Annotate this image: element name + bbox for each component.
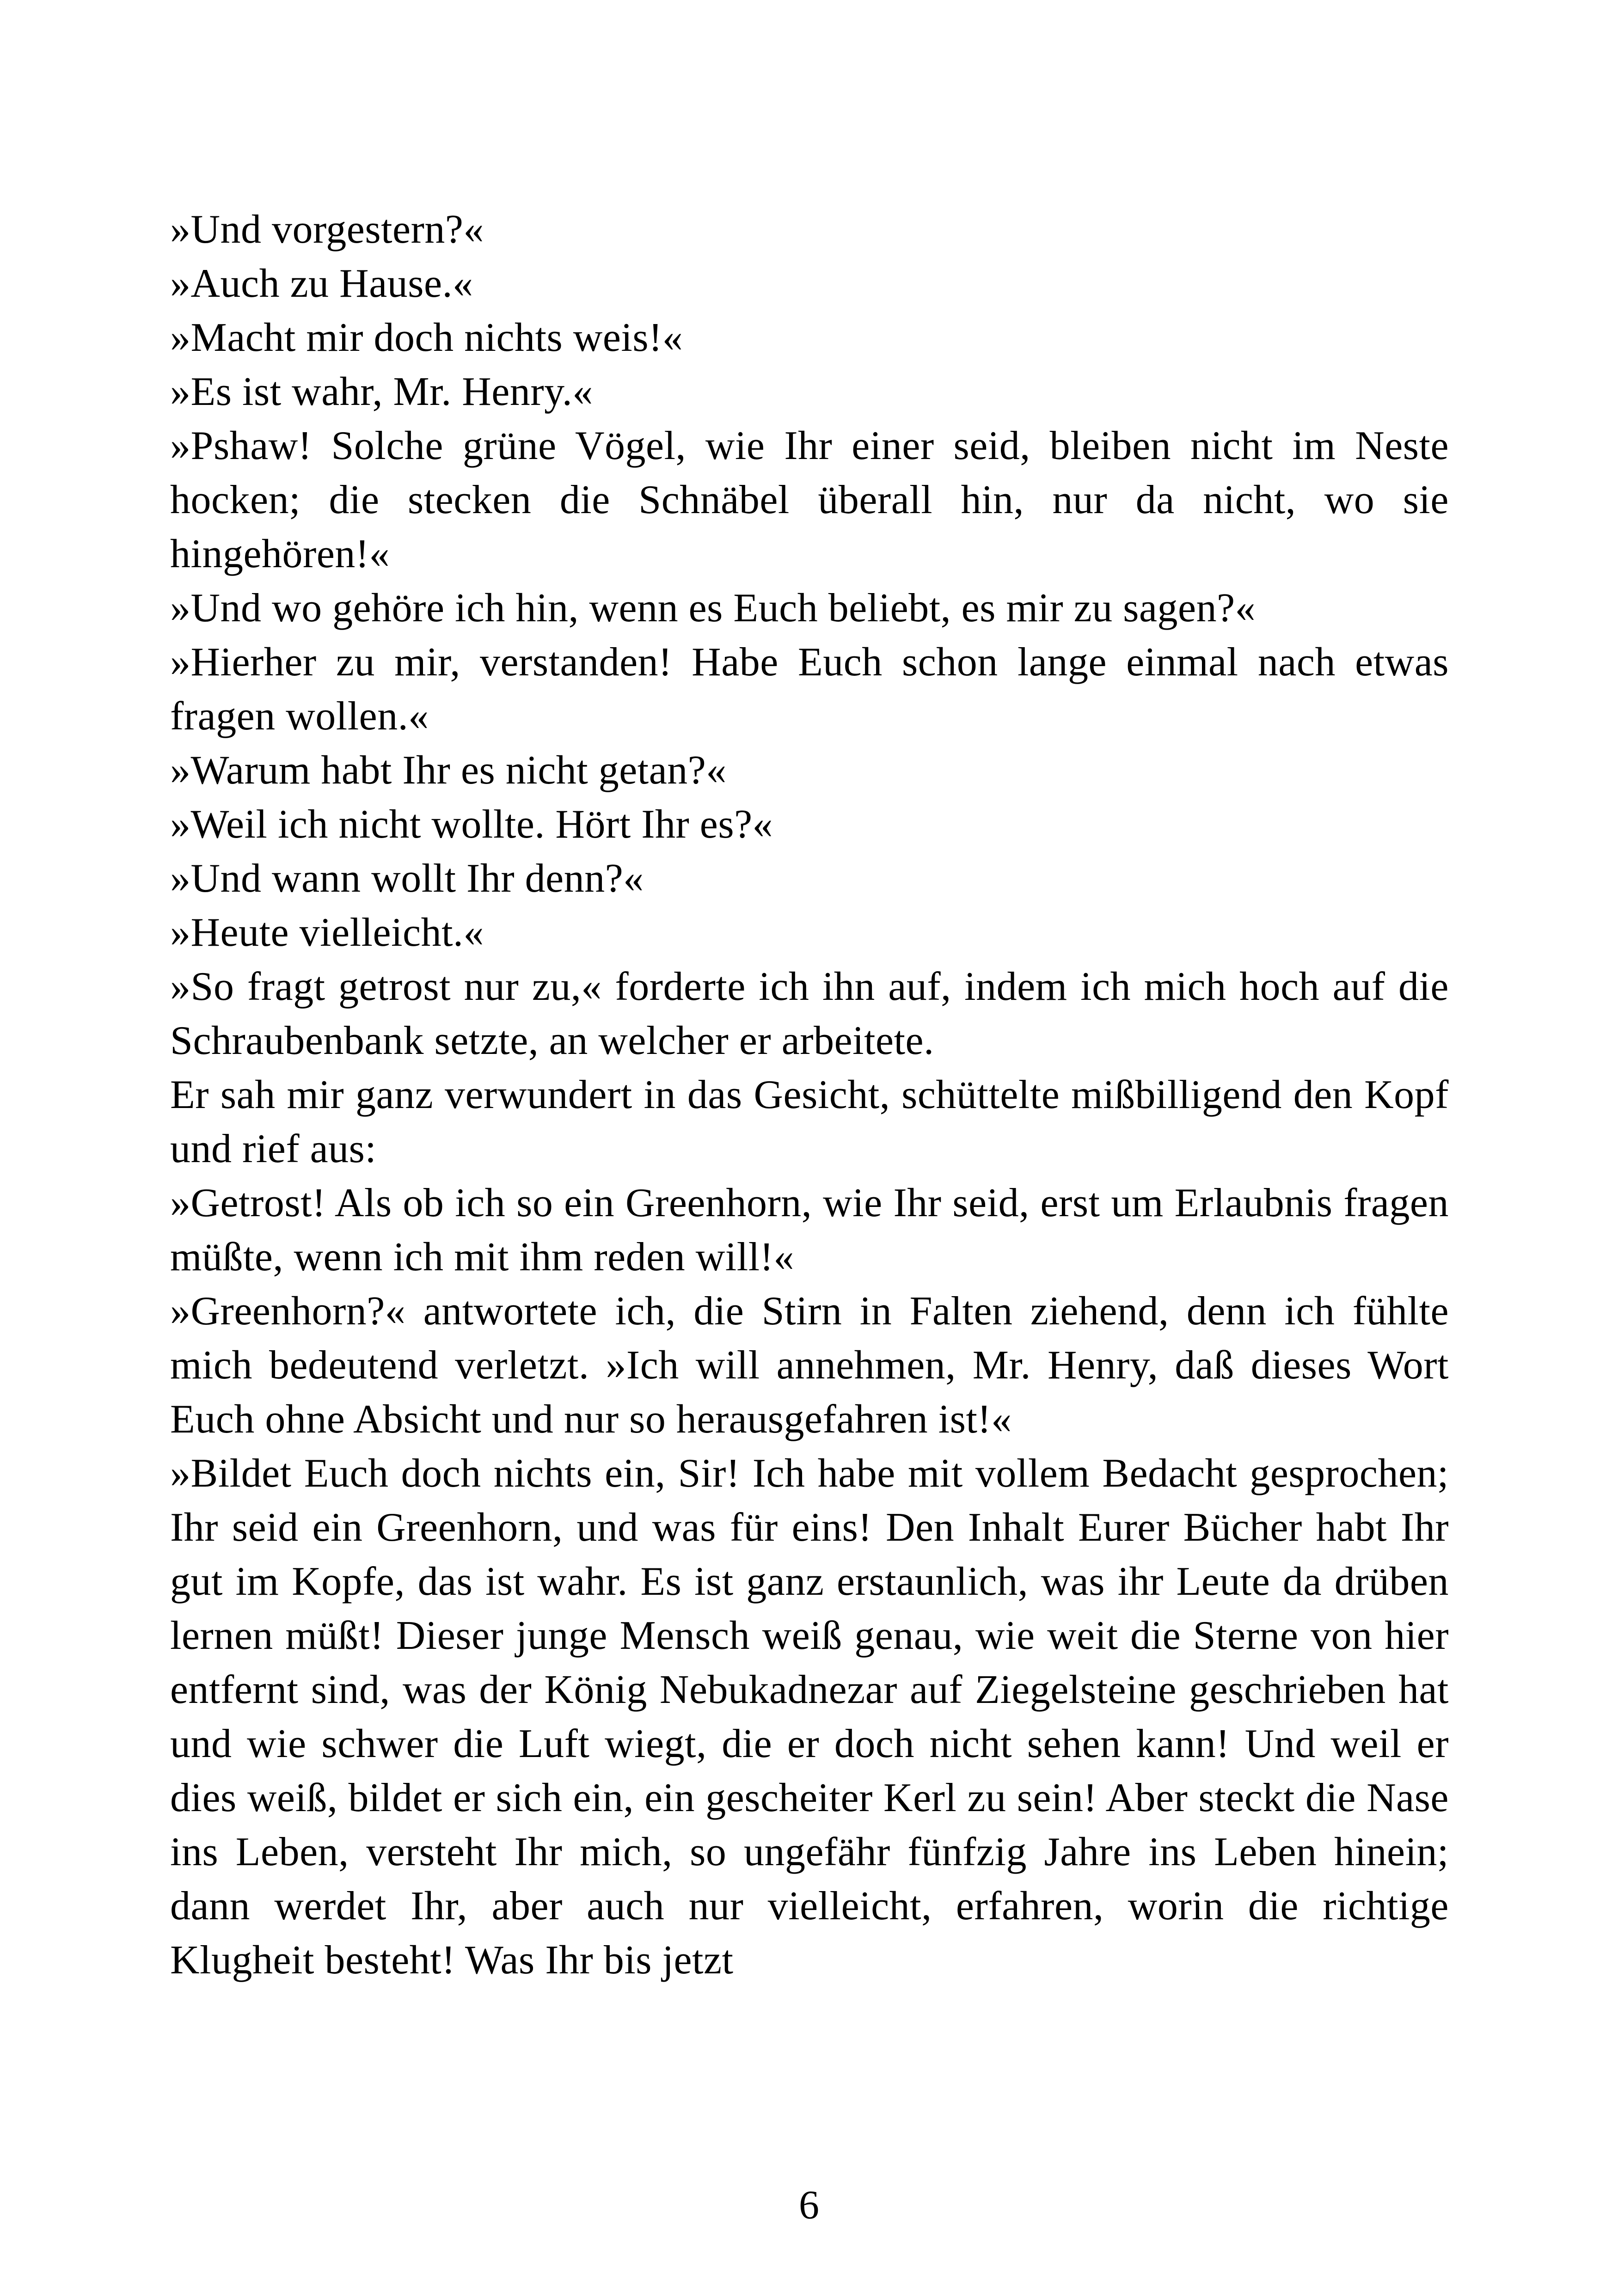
paragraph: »Macht mir doch nichts weis!«	[170, 315, 683, 360]
paragraph: »Hierher zu mir, verstanden! Habe Euch schon lange einmal nach etwas fragen wollen.«	[170, 640, 1449, 739]
paragraph: »Warum habt Ihr es nicht getan?«	[170, 748, 727, 793]
paragraph: »Pshaw! Solche grüne Vögel, wie Ihr einer seid, bleiben nicht im Neste hocken; die stecken die Schnäbel überall hin, nur da nicht, wo sie hingehören!«	[170, 423, 1449, 576]
paragraph: »Und wann wollt Ihr denn?«	[170, 856, 644, 901]
paragraph: »So fragt getrost nur zu,« forderte ich ihn auf, indem ich mich hoch auf die Schraubenbank setzte, an welcher er arbeitete.	[170, 964, 1449, 1063]
page-number: 6	[799, 2183, 819, 2228]
paragraph: »Getrost! Als ob ich so ein Greenhorn, wie Ihr seid, erst um Erlaubnis fragen müßte, wenn ich mit ihm reden will!«	[170, 1181, 1449, 1280]
paragraph: »Auch zu Hause.«	[170, 261, 473, 306]
paragraph: »Weil ich nicht wollte. Hört Ihr es?«	[170, 802, 773, 847]
paragraph: Er sah mir ganz verwundert in das Gesicht, schüttelte mißbilligend den Kopf und rief aus:	[170, 1072, 1449, 1171]
paragraph: »Und wo gehöre ich hin, wenn es Euch beliebt, es mir zu sagen?«	[170, 586, 1256, 631]
paragraph: »Und vorgestern?«	[170, 207, 484, 252]
paragraph: »Bildet Euch doch nichts ein, Sir! Ich habe mit vollem Bedacht gesprochen; Ihr seid ein Greenhorn, und was für eins! Den Inhalt Eurer Bücher habt Ihr gut im Kopfe, das ist wahr. Es ist ganz erstaunlich, was ihr Leute da drüben lernen müßt! Dieser junge Mensch weiß genau, wie weit die Sterne von hier entfernt sind, was der König Nebukadnezar auf Ziegelsteine geschrieben hat und wie schwer die Luft wiegt, die er doch nicht sehen kann! Und weil er dies weiß, bildet er sich ein, ein gescheiter Kerl zu sein! Aber steckt die Nase ins Leben, versteht Ihr mich, so ungefähr fünfzig Jahre ins Leben hinein; dann werdet Ihr, aber auch nur vielleicht, erfahren, worin die richtige Klugheit besteht! Was Ihr bis jetzt	[170, 1451, 1449, 1983]
paragraph: »Heute vielleicht.«	[170, 910, 484, 955]
paragraph: »Es ist wahr, Mr. Henry.«	[170, 369, 593, 414]
page-text	[170, 202, 1449, 1987]
paragraph: »Greenhorn?« antwortete ich, die Stirn in Falten ziehend, denn ich fühlte mich bedeutend verletzt. »Ich will annehmen, Mr. Henry, daß dieses Wort Euch ohne Absicht und nur so herausgefahren ist!«	[170, 1289, 1449, 1442]
